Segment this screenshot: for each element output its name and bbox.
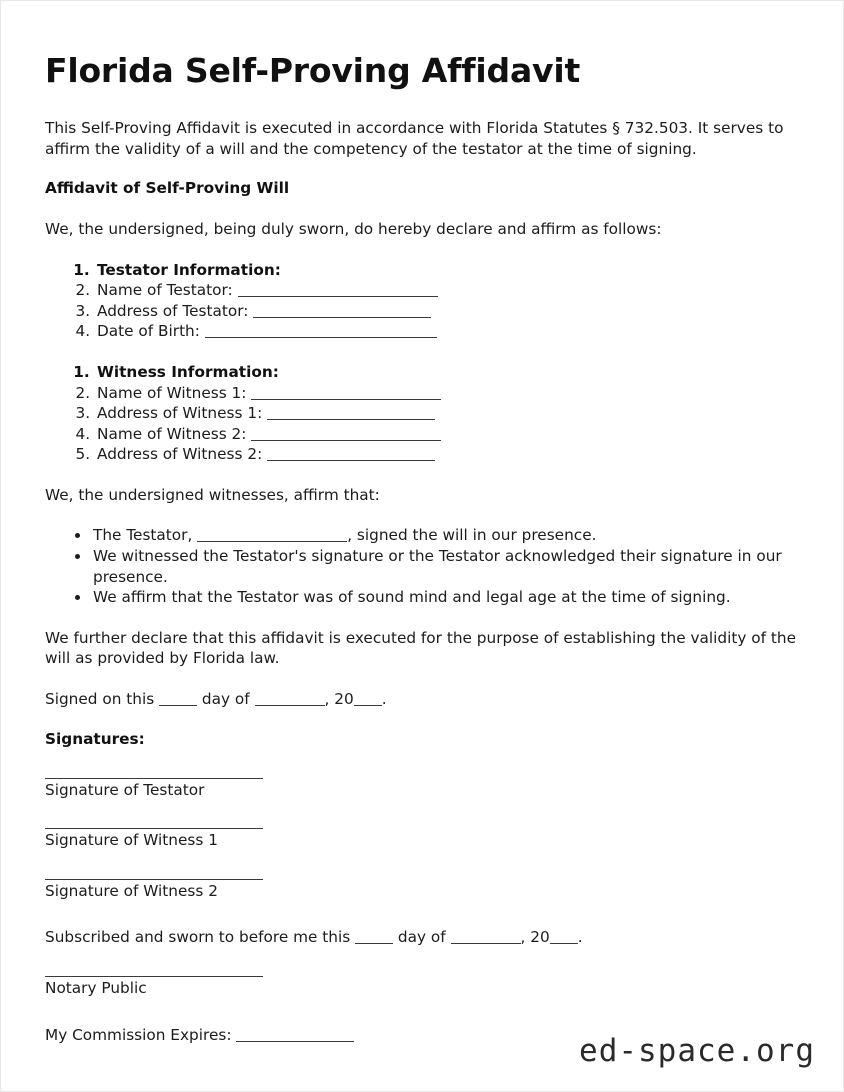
static-text: . (381, 689, 387, 708)
notary-signature-block (45, 976, 801, 999)
fill-in-blank[interactable] (267, 405, 435, 421)
signature-rule[interactable] (45, 879, 263, 880)
list-item (95, 444, 801, 465)
list-item-label: We witnessed the Testator's signature or the Testator acknowledged their signature in our presence. (93, 547, 782, 586)
spacer (45, 909, 801, 927)
list-item (95, 260, 801, 281)
document-content (45, 53, 801, 1065)
list-item (95, 301, 801, 322)
commission-expires-label: My Commission Expires: (45, 1025, 237, 1044)
testator-information-list (45, 260, 801, 342)
signature-blocks (45, 778, 801, 902)
list-item (91, 546, 801, 587)
list-item (91, 587, 801, 608)
declaration-line: We, the undersigned, being duly sworn, do hereby declare and affirm as follows: (45, 220, 662, 239)
list-item-label: Name of Testator: (97, 281, 233, 300)
subscribed-sworn-line (45, 927, 801, 948)
witness-information-list (45, 362, 801, 465)
signatures-heading: Signatures: (45, 729, 145, 748)
signature-block (45, 828, 801, 851)
signature-rule[interactable] (45, 828, 263, 829)
affidavit-heading: Affidavit of Self-Proving Will (45, 179, 290, 198)
year-blank[interactable] (354, 690, 382, 706)
spacer (45, 1007, 801, 1025)
further-declaration-paragraph: We further declare that this affidavit is executed for the purpose of establishing the validity of the will as provided by Florida law. (45, 628, 797, 668)
list-item-label: Address of Witness 2: (97, 445, 263, 464)
month-blank[interactable] (255, 690, 325, 706)
signature-block (45, 879, 801, 902)
static-text: day of (197, 689, 255, 708)
affirmations-list (45, 525, 801, 607)
fill-in-blank[interactable] (197, 527, 347, 543)
month-blank[interactable] (451, 929, 521, 945)
day-blank[interactable] (159, 690, 197, 706)
static-text: , 20 (520, 928, 550, 947)
page-title: Florida Self-Proving Affidavit (45, 51, 581, 90)
commission-expires-blank[interactable] (236, 1026, 354, 1042)
list-item (91, 525, 801, 546)
witness-affirm-line: We, the undersigned witnesses, affirm that: (45, 485, 380, 504)
signed-on-line (45, 689, 801, 710)
list-item (95, 424, 801, 445)
list-item-label: Address of Witness 1: (97, 404, 263, 423)
fill-in-blank[interactable] (251, 384, 441, 400)
day-blank[interactable] (355, 929, 393, 945)
signature-label: Signature of Testator (45, 780, 205, 799)
list-item (95, 403, 801, 424)
list-item-label: Witness Information: (97, 363, 279, 381)
static-text: Subscribed and sworn to before me this (45, 928, 356, 947)
list-item (95, 383, 801, 404)
signature-rule[interactable] (45, 778, 263, 779)
intro-paragraph: This Self-Proving Affidavit is executed in accordance with Florida Statutes § 732.503. It serves to affirm the validity of a will and the competency of the testator at the time of signing. (45, 118, 784, 158)
list-item (95, 362, 801, 383)
static-text: Signed on this (45, 689, 160, 708)
list-item-label: We affirm that the Testator was of sound mind and legal age at the time of signing. (93, 588, 731, 607)
notary-signature-rule (45, 976, 263, 977)
signature-block (45, 778, 801, 801)
list-item-label: Name of Witness 1: (97, 383, 247, 402)
signature-label: Signature of Witness 1 (45, 831, 218, 850)
static-text: , 20 (324, 689, 354, 708)
fill-in-blank[interactable] (267, 446, 435, 462)
list-item-label: Testator Information: (97, 260, 281, 279)
signature-label: Signature of Witness 2 (45, 881, 218, 900)
fill-in-blank[interactable] (253, 302, 431, 318)
fill-in-blank[interactable] (205, 323, 437, 339)
fill-in-blank[interactable] (238, 282, 438, 298)
list-item-suffix: , signed the will in our presence. (347, 526, 597, 545)
static-text: . (577, 928, 583, 947)
fill-in-blank[interactable] (251, 425, 441, 441)
list-item (95, 280, 801, 301)
list-item-label: The Testator, (93, 526, 193, 545)
notary-signature-label: Notary Public (45, 979, 147, 998)
list-item-label: Name of Witness 2: (97, 424, 247, 443)
year-blank[interactable] (550, 929, 578, 945)
list-item-label: Address of Testator: (97, 301, 249, 320)
list-item-label: Date of Birth: (97, 322, 200, 341)
static-text: day of (393, 928, 451, 947)
site-watermark: ed-space.org (579, 1033, 815, 1069)
list-item (95, 321, 801, 342)
